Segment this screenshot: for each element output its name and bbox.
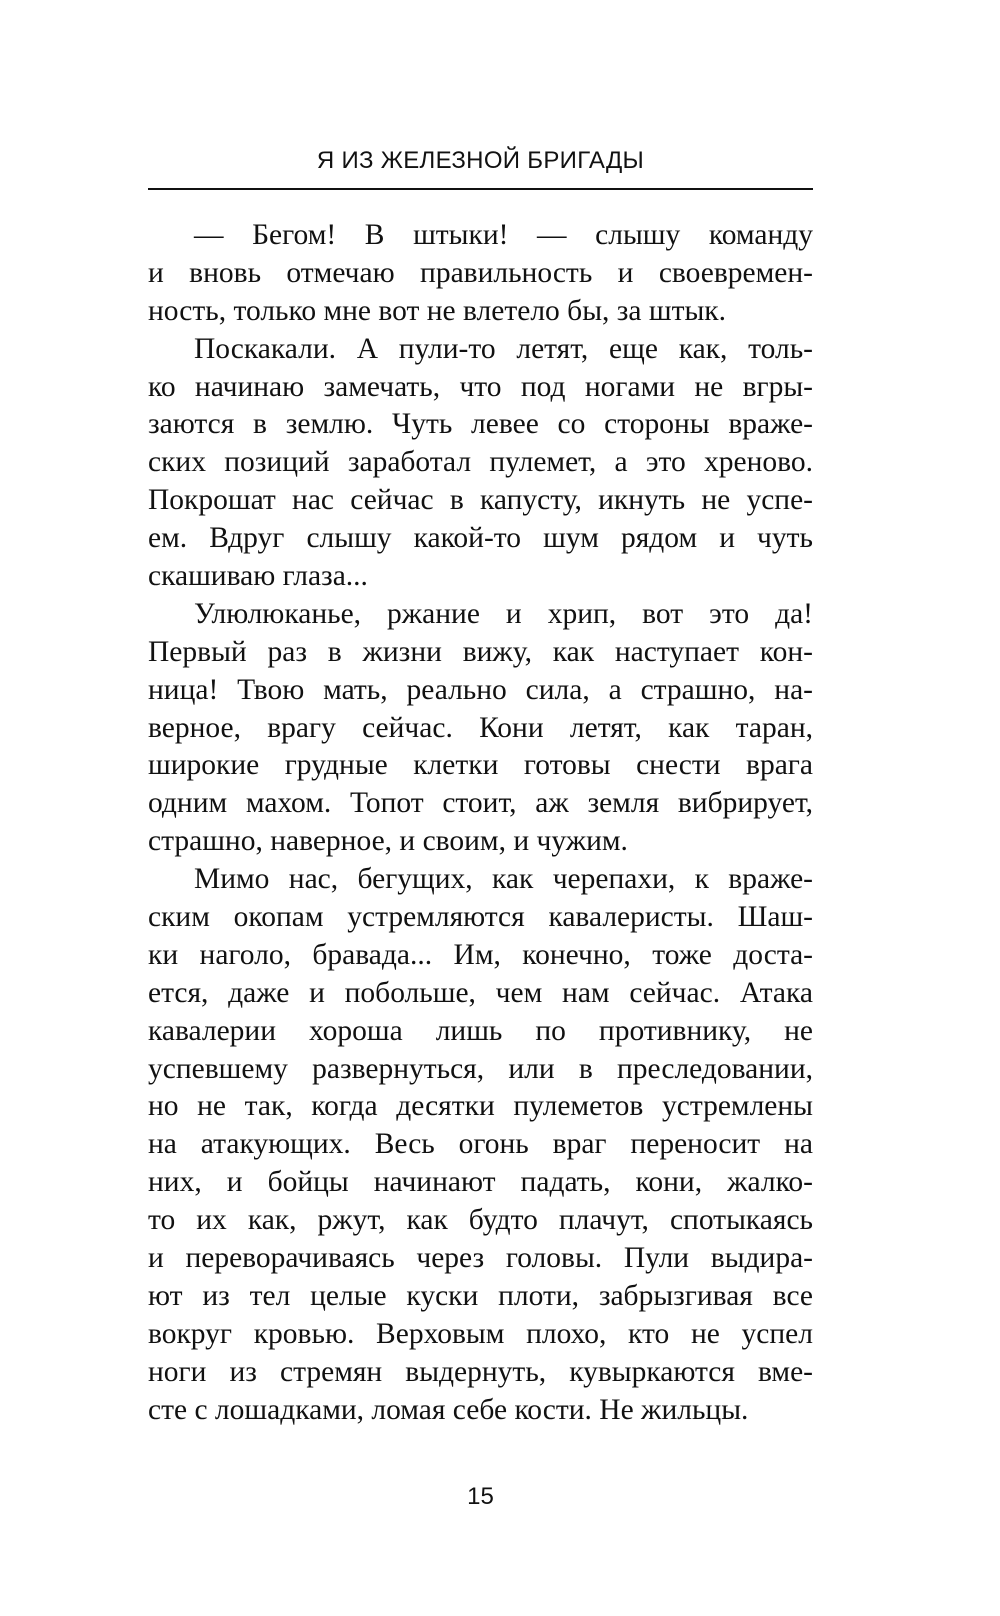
text-line: ноги из стремян выдернуть, кувыркаются вме- [148, 1355, 813, 1388]
text-line: Мимо нас, бегущих, как черепахи, к враже- [194, 863, 813, 896]
text-line: заются в землю. Чуть левее со стороны враже- [148, 408, 813, 441]
text-line: ность, только мне вот не влетело бы, за штык. [148, 294, 727, 327]
body-text [148, 217, 813, 1430]
text-line: и вновь отмечаю правильность и своевремен- [148, 256, 813, 289]
text-line: ется, даже и побольше, чем нам сейчас. Атака [148, 976, 813, 1009]
text-line: сте с лошадками, ломая себе кости. Не жильцы. [148, 1393, 749, 1426]
running-head: Я ИЗ ЖЕЛЕЗНОЙ БРИГАДЫ [316, 147, 645, 174]
text-line: Улюлюканье, ржание и хрип, вот это да! [194, 597, 813, 630]
text-line: ем. Вдруг слышу какой-то шум рядом и чуть [148, 522, 813, 555]
text-line: ко начинаю замечать, что под ногами не вгры- [148, 370, 813, 403]
header-rule [148, 188, 813, 190]
text-line: то их как, ржут, как будто плачут, спотыкаясь [148, 1204, 813, 1237]
text-line: на атакующих. Весь огонь враг переносит на [148, 1128, 813, 1161]
text-line: них, и бойцы начинают падать, кони, жалко- [148, 1166, 813, 1199]
text-line: Покрошат нас сейчас в капусту, икнуть не успе- [148, 484, 813, 517]
text-line: страшно, наверное, и своим, и чужим. [148, 825, 628, 858]
page-number: 15 [467, 1483, 494, 1510]
text-line: но не так, когда десятки пулеметов устремлены [148, 1090, 813, 1123]
text-line: вокруг кровью. Верховым плохо, кто не успел [148, 1317, 813, 1350]
text-line: одним махом. Топот стоит, аж земля вибрирует, [148, 787, 813, 820]
text-line: Поскакали. А пули-то летят, еще как, толь- [194, 332, 813, 365]
text-line: широкие грудные клетки готовы снести врага [148, 749, 813, 782]
text-line: ских позиций заработал пулемет, а это хреново. [148, 446, 813, 479]
text-line: ют из тел целые куски плоти, забрызгивая все [148, 1279, 813, 1312]
text-line: скашиваю глаза... [148, 560, 368, 593]
text-line: кавалерии хороша лишь по противнику, не [148, 1014, 813, 1047]
text-line: верное, врагу сейчас. Кони летят, как таран, [148, 711, 813, 744]
text-line: ница! Твою мать, реально сила, а страшно, на- [148, 673, 813, 706]
text-line: — Бегом! В штыки! — слышу команду [194, 219, 813, 251]
text-line: и переворачиваясь через головы. Пули выдира- [148, 1242, 813, 1275]
text-line: успевшему развернуться, или в преследовании, [148, 1052, 813, 1085]
text-line: Первый раз в жизни вижу, как наступает кон- [148, 635, 813, 668]
text-line: ки наголо, бравада... Им, конечно, тоже доста- [148, 938, 813, 971]
text-line: ским окопам устремляются кавалеристы. Шаш- [148, 901, 813, 934]
